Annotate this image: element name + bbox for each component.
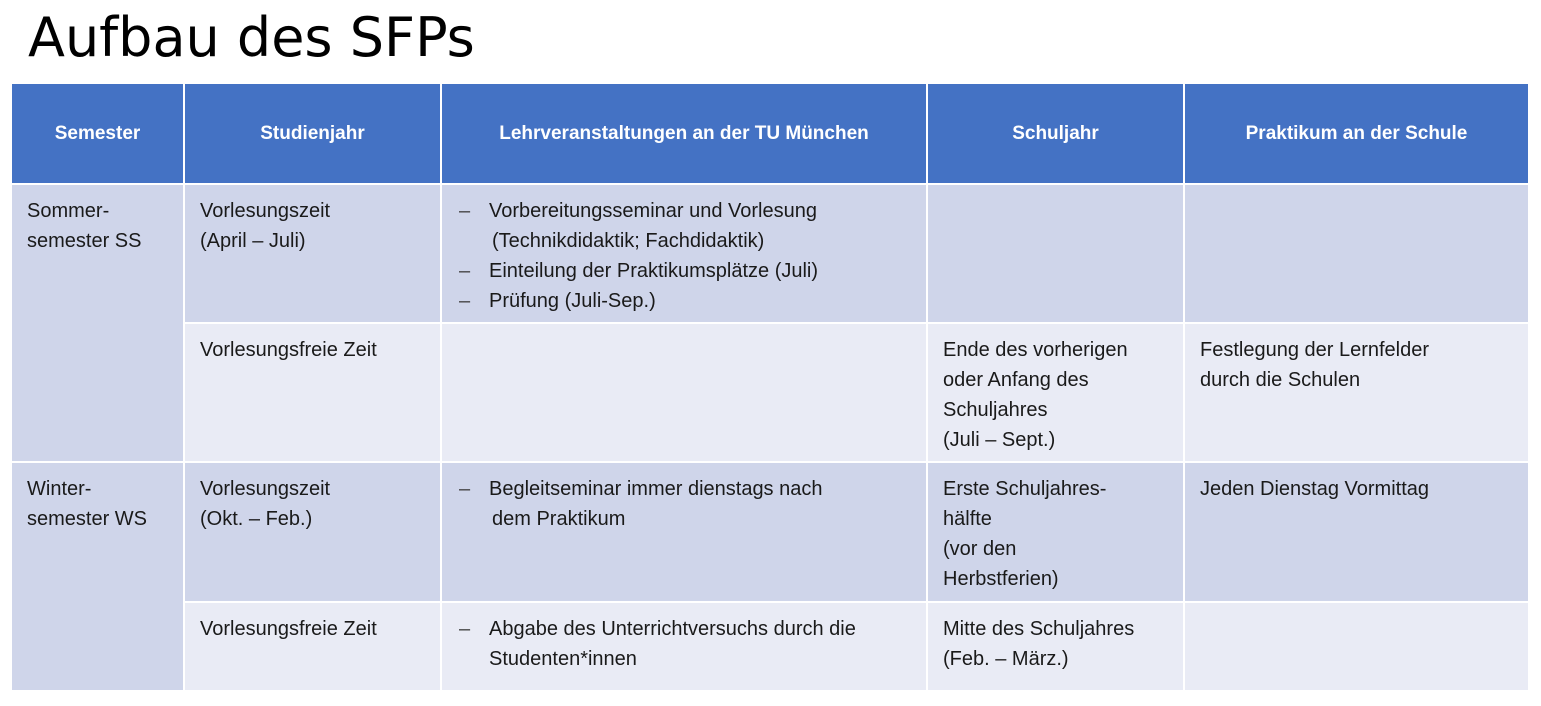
cell-line: (vor den: [943, 538, 1017, 560]
lehrveranstaltungen-cell: [441, 323, 927, 462]
bullet-list: [457, 474, 918, 534]
list-item: [457, 256, 918, 286]
list-item: [457, 474, 918, 534]
cell-line: (Okt. – Feb.): [200, 508, 313, 530]
cell-line: Schuljahres: [943, 399, 1048, 421]
cell-line: durch die Schulen: [1200, 369, 1361, 391]
list-item: [457, 614, 918, 674]
semester-cell-ss: [11, 184, 184, 462]
lehrveranstaltungen-cell: [441, 184, 927, 323]
studienjahr-cell: [184, 602, 441, 691]
cell-line: oder Anfang des: [943, 369, 1089, 391]
praktikum-cell: [1184, 602, 1529, 691]
list-item: [457, 196, 918, 256]
list-item-text: Abgabe des Unterrichtversuchs durch die: [489, 618, 856, 640]
list-item-text: Prüfung (Juli-Sep.): [489, 290, 656, 312]
studienjahr-cell: [184, 323, 441, 462]
header-praktikum: Praktikum an der Schule: [1184, 83, 1529, 184]
lehrveranstaltungen-cell: [441, 462, 927, 602]
list-item-text: Vorbereitungsseminar und Vorlesung: [489, 200, 817, 222]
schuljahr-cell: [927, 462, 1184, 602]
cell-line: (Feb. – März.): [943, 648, 1069, 670]
list-item-text: Einteilung der Praktikumsplätze (Juli): [489, 260, 819, 282]
table-row: [11, 323, 1529, 462]
page-title: Aufbau des SFPs: [28, 6, 475, 69]
cell-line: Vorlesungsfreie Zeit: [200, 618, 377, 640]
cell-line: Vorlesungszeit: [200, 478, 331, 500]
table-row: [11, 462, 1529, 602]
cell-line: Sommer-: [27, 200, 110, 222]
cell-line: Vorlesungsfreie Zeit: [200, 339, 377, 361]
schuljahr-cell: [927, 602, 1184, 691]
list-item-text: dem Praktikum: [492, 508, 626, 530]
cell-line: (Juli – Sept.): [943, 429, 1056, 451]
header-lehrveranstaltungen: Lehrveranstaltungen an der TU München: [441, 83, 927, 184]
table-header-row: [11, 83, 1529, 184]
list-item: [457, 286, 918, 316]
cell-line: Vorlesungszeit: [200, 200, 331, 222]
list-item-text: Studenten*innen: [489, 648, 637, 670]
cell-line: Erste Schuljahres-: [943, 478, 1107, 500]
header-schuljahr: Schuljahr: [927, 83, 1184, 184]
praktikum-cell: [1184, 323, 1529, 462]
cell-line: Jeden Dienstag Vormittag: [1200, 478, 1430, 500]
cell-line: Herbstferien): [943, 568, 1059, 590]
cell-line: semester SS: [27, 230, 142, 252]
header-semester: Semester: [11, 83, 184, 184]
studienjahr-cell: [184, 184, 441, 323]
schuljahr-cell: [927, 184, 1184, 323]
schuljahr-cell: [927, 323, 1184, 462]
bullet-list: [457, 614, 918, 674]
bullet-list: [457, 196, 918, 316]
semester-cell-ws: [11, 462, 184, 691]
studienjahr-cell: [184, 462, 441, 602]
cell-line: (April – Juli): [200, 230, 306, 252]
cell-line: Winter-: [27, 478, 92, 500]
table-row: [11, 184, 1529, 323]
cell-line: semester WS: [27, 508, 148, 530]
list-item-text: Begleitseminar immer dienstags nach: [489, 478, 823, 500]
cell-line: Festlegung der Lernfelder: [1200, 339, 1430, 361]
table-row: [11, 602, 1529, 691]
lehrveranstaltungen-cell: [441, 602, 927, 691]
sfp-table: [10, 82, 1530, 692]
header-studienjahr: Studienjahr: [184, 83, 441, 184]
praktikum-cell: [1184, 462, 1529, 602]
cell-line: Mitte des Schuljahres: [943, 618, 1135, 640]
cell-line: Ende des vorherigen: [943, 339, 1128, 361]
cell-line: hälfte: [943, 508, 992, 530]
list-item-text: (Technikdidaktik; Fachdidaktik): [492, 230, 765, 252]
praktikum-cell: [1184, 184, 1529, 323]
